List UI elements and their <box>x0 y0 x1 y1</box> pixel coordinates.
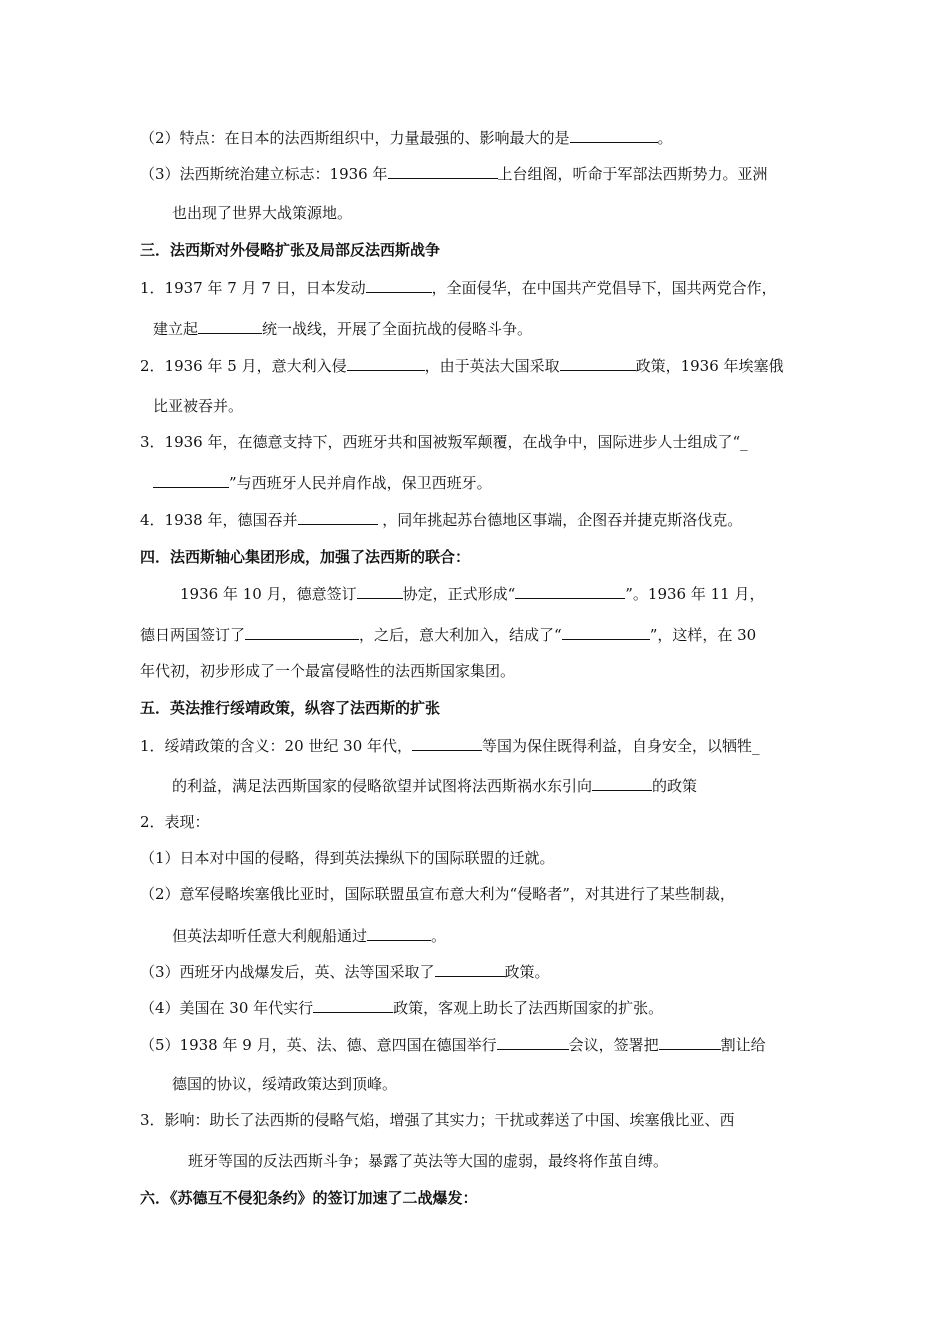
blank <box>570 127 658 143</box>
line-22: （5）1938 年 9 月，英、法、德、意四国在德国举行 会议，签署把 割让给 <box>140 1036 766 1054</box>
blank <box>298 509 378 525</box>
blank <box>245 624 359 640</box>
line-21: （4）美国在 30 年代实行 政策，客观上助长了法西斯国家的扩张。 <box>140 999 664 1017</box>
line-12: 德日两国签订了 ，之后，意大利加入，结成了“ ”，这样，在 30 <box>140 626 757 644</box>
blank <box>560 355 636 371</box>
blank <box>347 355 425 371</box>
line-19: 但英法却听任意大利舰船通过 。 <box>172 927 447 945</box>
line-14: 1．绥靖政策的含义：20 世纪 30 年代， 等国为保住既得利益，自身安全，以牺牲_ <box>140 737 760 755</box>
blank <box>366 277 432 293</box>
line-13: 年代初，初步形成了一个最富侵略性的法西斯国家集团。 <box>140 662 516 680</box>
line-8: 3．1936 年，在德意支持下，西班牙共和国被叛军颠覆，在战争中，国际进步人士组成了“_ <box>140 433 748 451</box>
line-23: 德国的协议，绥靖政策达到顶峰。 <box>172 1075 398 1093</box>
blank <box>198 318 262 334</box>
line-9: ”与西班牙人民并肩作战，保卫西班牙。 <box>153 472 492 493</box>
section-heading-3: 三．法西斯对外侵略扩张及局部反法西斯战争 <box>140 241 441 259</box>
line-5: 建立起 统一战线，开展了全面抗战的侵略斗争。 <box>153 320 533 338</box>
blank <box>659 1034 721 1050</box>
line-25: 班牙等国的反法西斯斗争；暴露了英法等大国的虚弱，最终将作茧自缚。 <box>188 1152 669 1170</box>
blank <box>313 997 393 1013</box>
blank <box>497 1034 569 1050</box>
line-15: 的利益，满足法西斯国家的侵略欲望并试图将法西斯祸水东引向 的政策 <box>172 777 698 795</box>
line-10: 4．1938 年，德国吞并 ，同年挑起苏台德地区事端，企图吞并捷克斯洛伐克。 <box>140 511 743 529</box>
line-1: （2）特点：在日本的法西斯组织中，力量最强的、影响最大的是 。 <box>140 129 673 147</box>
line-16: 2．表现： <box>140 813 210 831</box>
line-7: 比亚被吞并。 <box>153 397 244 415</box>
blank <box>515 583 625 599</box>
blank <box>357 583 403 599</box>
blank <box>388 163 498 179</box>
blank <box>153 472 229 488</box>
blank <box>592 775 652 791</box>
blank <box>367 925 431 941</box>
line-17: （1）日本对中国的侵略，得到英法操纵下的国际联盟的迁就。 <box>140 849 555 867</box>
blank <box>435 961 505 977</box>
section-heading-5: 五．英法推行绥靖政策，纵容了法西斯的扩张 <box>140 699 441 717</box>
line-3: 也出现了世界大战策源地。 <box>172 204 353 222</box>
line-24: 3．影响：助长了法西斯的侵略气焰，增强了其实力；干扰或葬送了中国、埃塞俄比亚、西 <box>140 1111 735 1129</box>
line-18: （2）意军侵略埃塞俄比亚时，国际联盟虽宣布意大利为“侵略者”，对其进行了某些制裁， <box>140 885 735 903</box>
line-20: （3）西班牙内战爆发后，英、法等国采取了 政策。 <box>140 963 550 981</box>
line-2: （3）法西斯统治建立标志：1936 年 上台组阁，听命于军部法西斯势力。亚洲 <box>140 165 768 183</box>
section-heading-6: 六．《苏德互不侵犯条约》的签订加速了二战爆发： <box>140 1189 478 1207</box>
line-6: 2．1936 年 5 月，意大利入侵 ，由于英法大国采取 政策，1936 年埃塞俄 <box>140 357 784 375</box>
blank <box>412 735 482 751</box>
blank <box>562 624 650 640</box>
section-heading-4: 四．法西斯轴心集团形成，加强了法西斯的联合： <box>140 548 471 566</box>
line-11: 1936 年 10 月，德意签订 协定，正式形成“ ”。1936 年 11 月， <box>180 585 765 603</box>
line-4: 1．1937 年 7 月 7 日，日本发动 ，全面侵华，在中国共产党倡导下，国共两党合作， <box>140 279 777 297</box>
